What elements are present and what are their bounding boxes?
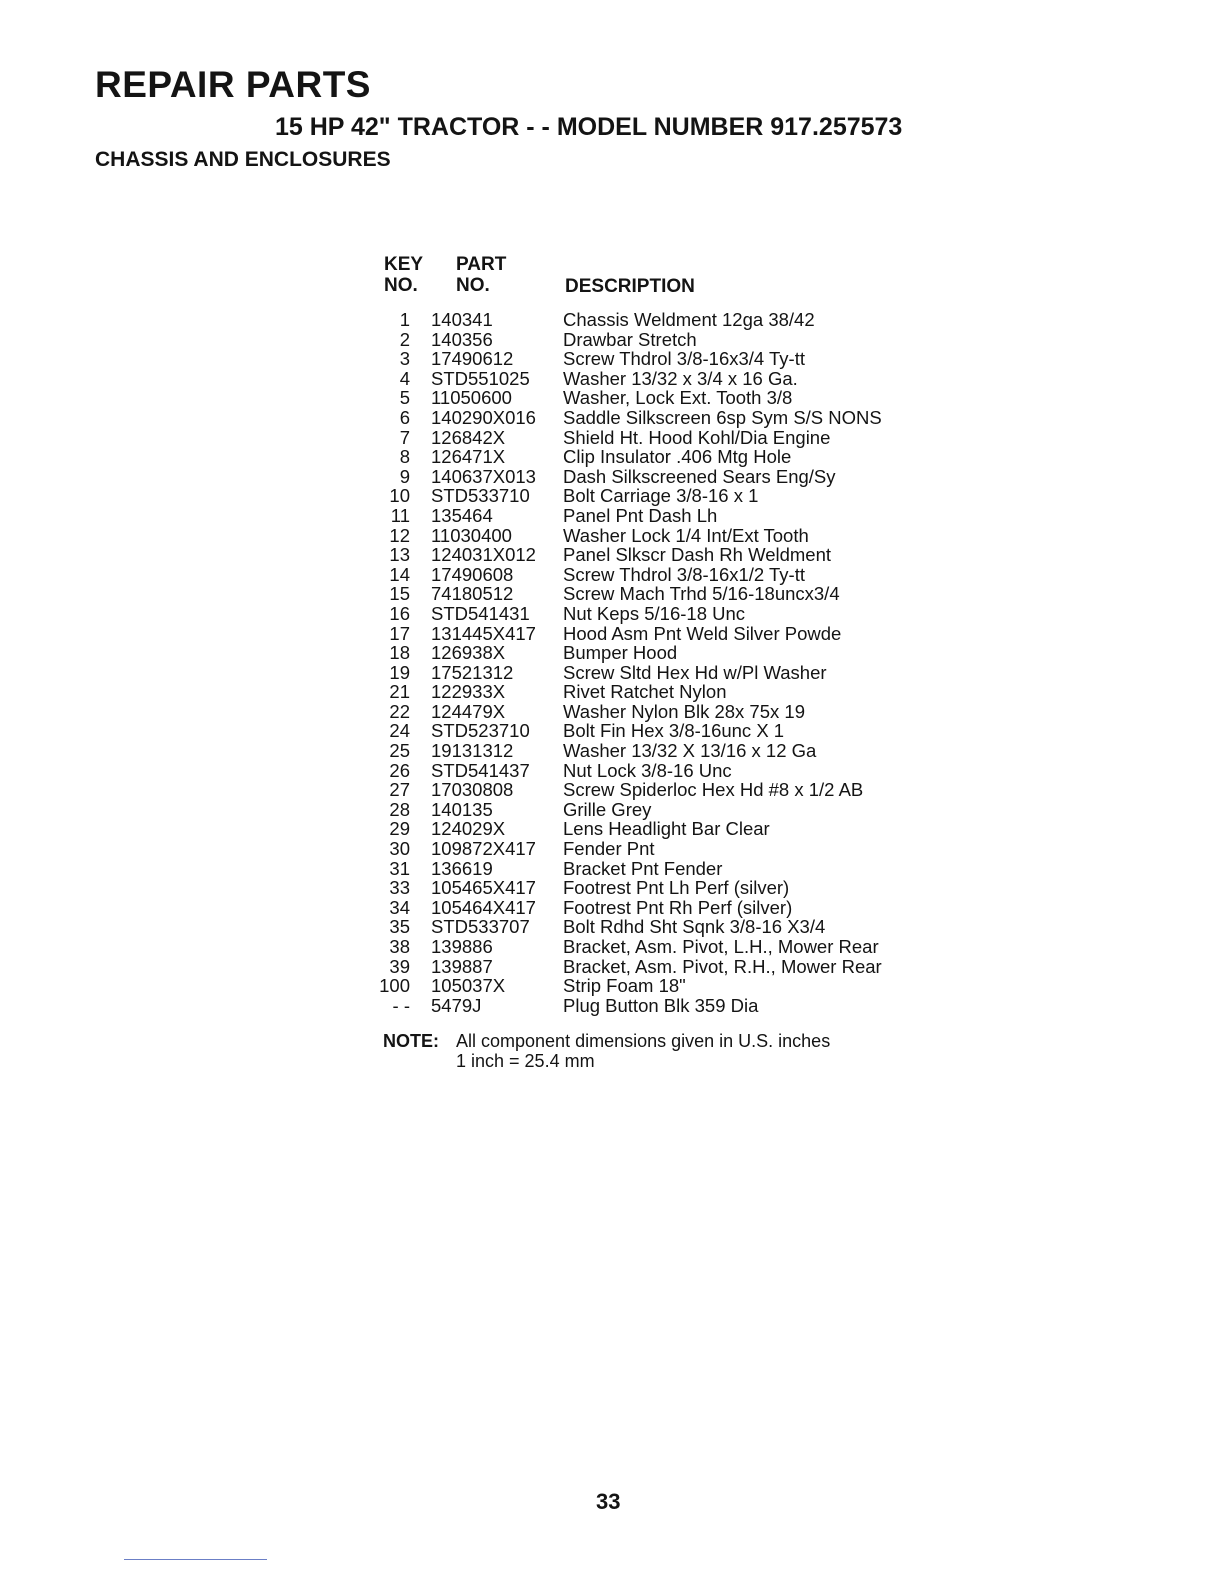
key-number: 21: [389, 681, 410, 703]
description-column-header: DESCRIPTION: [565, 276, 695, 297]
key-number: 30: [389, 838, 410, 860]
part-description: Plug Button Blk 359 Dia: [563, 994, 759, 1016]
note-text: All component dimensions given in U.S. inches: [456, 1031, 831, 1051]
part-description: Bracket, Asm. Pivot, R.H., Mower Rear: [563, 955, 882, 977]
part-description: Footrest Pnt Lh Perf (silver): [563, 877, 790, 899]
part-number: 105465X417: [431, 877, 536, 899]
part-description: Panel Pnt Dash Lh: [563, 504, 718, 526]
part-number: 105037X: [431, 975, 506, 997]
part-number: 124479X: [431, 700, 506, 722]
part-number: 140341: [431, 309, 493, 330]
part-description: Bolt Fin Hex 3/8-16unc X 1: [563, 720, 785, 742]
key-number: 4: [399, 367, 410, 389]
part-number: 140290X016: [431, 406, 536, 428]
parts-row: [370, 663, 950, 683]
part-description: Screw Thdrol 3/8-16x1/2 Ty-tt: [563, 563, 805, 585]
parts-row: [370, 565, 950, 585]
part-description: Grille Grey: [563, 798, 652, 820]
part-number: 11030400: [431, 524, 512, 546]
model-subtitle: 15 HP 42" TRACTOR - - MODEL NUMBER 917.257573: [275, 113, 903, 141]
parts-row: [370, 917, 950, 937]
part-number: 139886: [431, 936, 493, 957]
part-description: Shield Ht. Hood Kohl/Dia Engine: [563, 426, 831, 448]
parts-row: [370, 447, 950, 467]
parts-row: [370, 428, 950, 448]
key-number: 35: [389, 916, 410, 938]
part-number: STD523710: [431, 720, 530, 742]
key-number: 34: [389, 896, 410, 918]
part-description: Strip Foam 18": [563, 975, 686, 997]
part-description: Screw Spiderloc Hex Hd #8 x 1/2 AB: [563, 779, 864, 801]
part-number: STD551025: [431, 367, 530, 389]
parts-row: [370, 467, 950, 487]
key-number: 12: [389, 524, 410, 546]
key-number: 22: [389, 700, 410, 722]
parts-row: [370, 800, 950, 820]
key-header-line-2: NO.: [384, 275, 418, 296]
part-description: Panel Slkscr Dash Rh Weldment: [563, 544, 832, 566]
part-number: STD541437: [431, 759, 530, 781]
part-number: 124031X012: [431, 544, 536, 566]
key-no-column-header: [384, 254, 423, 296]
parts-row: [370, 996, 950, 1016]
parts-row: [370, 310, 950, 330]
key-number: 100: [379, 975, 410, 997]
key-number: 8: [399, 446, 410, 468]
part-description: Screw Sltd Hex Hd w/Pl Washer: [563, 661, 827, 683]
key-number: 31: [389, 857, 410, 879]
parts-row: [370, 408, 950, 428]
parts-row: [370, 330, 950, 350]
part-number: 126842X: [431, 426, 506, 448]
key-number: 1: [399, 309, 410, 330]
part-description: Washer, Lock Ext. Tooth 3/8: [563, 387, 793, 409]
key-number: 29: [389, 818, 410, 840]
key-number: 18: [389, 642, 410, 664]
key-number: 3: [399, 348, 410, 370]
part-description: Chassis Weldment 12ga 38/42: [563, 309, 815, 330]
note-label: NOTE:: [383, 1031, 439, 1051]
parts-row: [370, 878, 950, 898]
parts-row: [370, 957, 950, 977]
note-conversion: 1 inch = 25.4 mm: [456, 1050, 595, 1071]
part-description: Bumper Hood: [563, 642, 678, 664]
parts-row: [370, 584, 950, 604]
parts-row: [370, 349, 950, 369]
key-number: 27: [389, 779, 410, 801]
part-description: Bracket, Asm. Pivot, L.H., Mower Rear: [563, 936, 879, 957]
key-number: 33: [389, 877, 410, 899]
part-number: 136619: [431, 857, 493, 879]
part-header-line-1: PART: [456, 254, 507, 275]
part-description: Washer Nylon Blk 28x 75x 19: [563, 700, 805, 722]
parts-row: [370, 721, 950, 741]
key-number: 39: [389, 955, 410, 977]
part-description: Lens Headlight Bar Clear: [563, 818, 770, 840]
part-description: Nut Keps 5/16-18 Unc: [563, 602, 746, 624]
part-description: Washer 13/32 X 13/16 x 12 Ga: [563, 740, 817, 762]
parts-row: [370, 839, 950, 859]
part-number: 109872X417: [431, 838, 536, 860]
parts-row: [370, 682, 950, 702]
part-number: 17490608: [431, 563, 514, 585]
part-no-column-header: [456, 254, 506, 296]
key-number: 24: [389, 720, 410, 742]
part-description: Clip Insulator .406 Mtg Hole: [563, 446, 792, 468]
part-number: 140356: [431, 328, 493, 350]
part-description: Nut Lock 3/8-16 Unc: [563, 759, 732, 781]
key-number: 11: [390, 504, 410, 526]
parts-row: [370, 859, 950, 879]
part-number: 105464X417: [431, 896, 536, 918]
parts-row: [370, 702, 950, 722]
part-description: Dash Silkscreened Sears Eng/Sy: [563, 465, 836, 487]
key-number: 13: [389, 544, 410, 566]
part-number: 140135: [431, 798, 493, 820]
parts-list: [370, 310, 950, 1015]
footer-rule: [124, 1559, 267, 1560]
parts-row: [370, 506, 950, 526]
part-description: Washer Lock 1/4 Int/Ext Tooth: [563, 524, 809, 546]
part-number: STD533710: [431, 485, 530, 507]
key-number: 16: [389, 602, 410, 624]
key-number: 25: [389, 740, 410, 762]
part-description: Hood Asm Pnt Weld Silver Powde: [563, 622, 842, 644]
key-number: 9: [399, 465, 410, 487]
parts-row: [370, 526, 950, 546]
parts-row: [370, 780, 950, 800]
page-title: REPAIR PARTS: [95, 64, 371, 105]
part-number: 140637X013: [431, 465, 536, 487]
part-number: 126938X: [431, 642, 506, 664]
parts-row: [370, 819, 950, 839]
part-number: 74180512: [431, 583, 514, 605]
part-number: 5479J: [431, 994, 482, 1016]
key-number: 10: [389, 485, 410, 507]
key-number: - -: [392, 994, 410, 1016]
part-number: 17521312: [431, 661, 514, 683]
part-number: 19131312: [431, 740, 514, 762]
part-number: 11050600: [431, 387, 512, 409]
parts-row: [370, 643, 950, 663]
parts-row: [370, 486, 950, 506]
key-number: 6: [399, 406, 410, 428]
key-number: 19: [389, 661, 410, 683]
part-number: 135464: [431, 504, 493, 526]
parts-row: [370, 937, 950, 957]
part-number: 17030808: [431, 779, 514, 801]
key-number: 28: [389, 798, 410, 820]
part-number: 131445X417: [431, 622, 536, 644]
part-description: Fender Pnt: [563, 838, 655, 860]
part-description: Saddle Silkscreen 6sp Sym S/S NONS: [563, 406, 882, 428]
parts-row: [370, 976, 950, 996]
parts-row: [370, 604, 950, 624]
part-description: Washer 13/32 x 3/4 x 16 Ga.: [563, 367, 798, 389]
section-heading: CHASSIS AND ENCLOSURES: [95, 148, 391, 171]
parts-row: [370, 761, 950, 781]
part-number: 126471X: [431, 446, 506, 468]
parts-row: [370, 741, 950, 761]
parts-row: [370, 369, 950, 389]
part-description: Screw Thdrol 3/8-16x3/4 Ty-tt: [563, 348, 805, 370]
part-number: 17490612: [431, 348, 514, 370]
key-number: 17: [389, 622, 410, 644]
part-description: Footrest Pnt Rh Perf (silver): [563, 896, 793, 918]
part-description: Bolt Rdhd Sht Sqnk 3/8-16 X3/4: [563, 916, 826, 938]
key-number: 26: [389, 759, 410, 781]
parts-row: [370, 624, 950, 644]
part-number: 124029X: [431, 818, 506, 840]
parts-row: [370, 388, 950, 408]
page-number: 33: [596, 1489, 621, 1514]
key-number: 38: [389, 936, 410, 957]
part-description: Screw Mach Trhd 5/16-18uncx3/4: [563, 583, 840, 605]
key-number: 2: [399, 328, 410, 350]
key-number: 5: [399, 387, 410, 409]
key-number: 15: [389, 583, 410, 605]
part-description: Bolt Carriage 3/8-16 x 1: [563, 485, 759, 507]
part-number: 122933X: [431, 681, 506, 703]
part-number: STD533707: [431, 916, 530, 938]
parts-row: [370, 898, 950, 918]
key-number: 7: [399, 426, 410, 448]
part-number: STD541431: [431, 602, 530, 624]
key-number: 14: [389, 563, 410, 585]
part-number: 139887: [431, 955, 493, 977]
part-description: Drawbar Stretch: [563, 328, 697, 350]
part-description: Bracket Pnt Fender: [563, 857, 723, 879]
key-header-line-1: KEY: [384, 254, 424, 275]
parts-row: [370, 545, 950, 565]
part-header-line-2: NO.: [456, 275, 490, 296]
part-description: Rivet Ratchet Nylon: [563, 681, 727, 703]
